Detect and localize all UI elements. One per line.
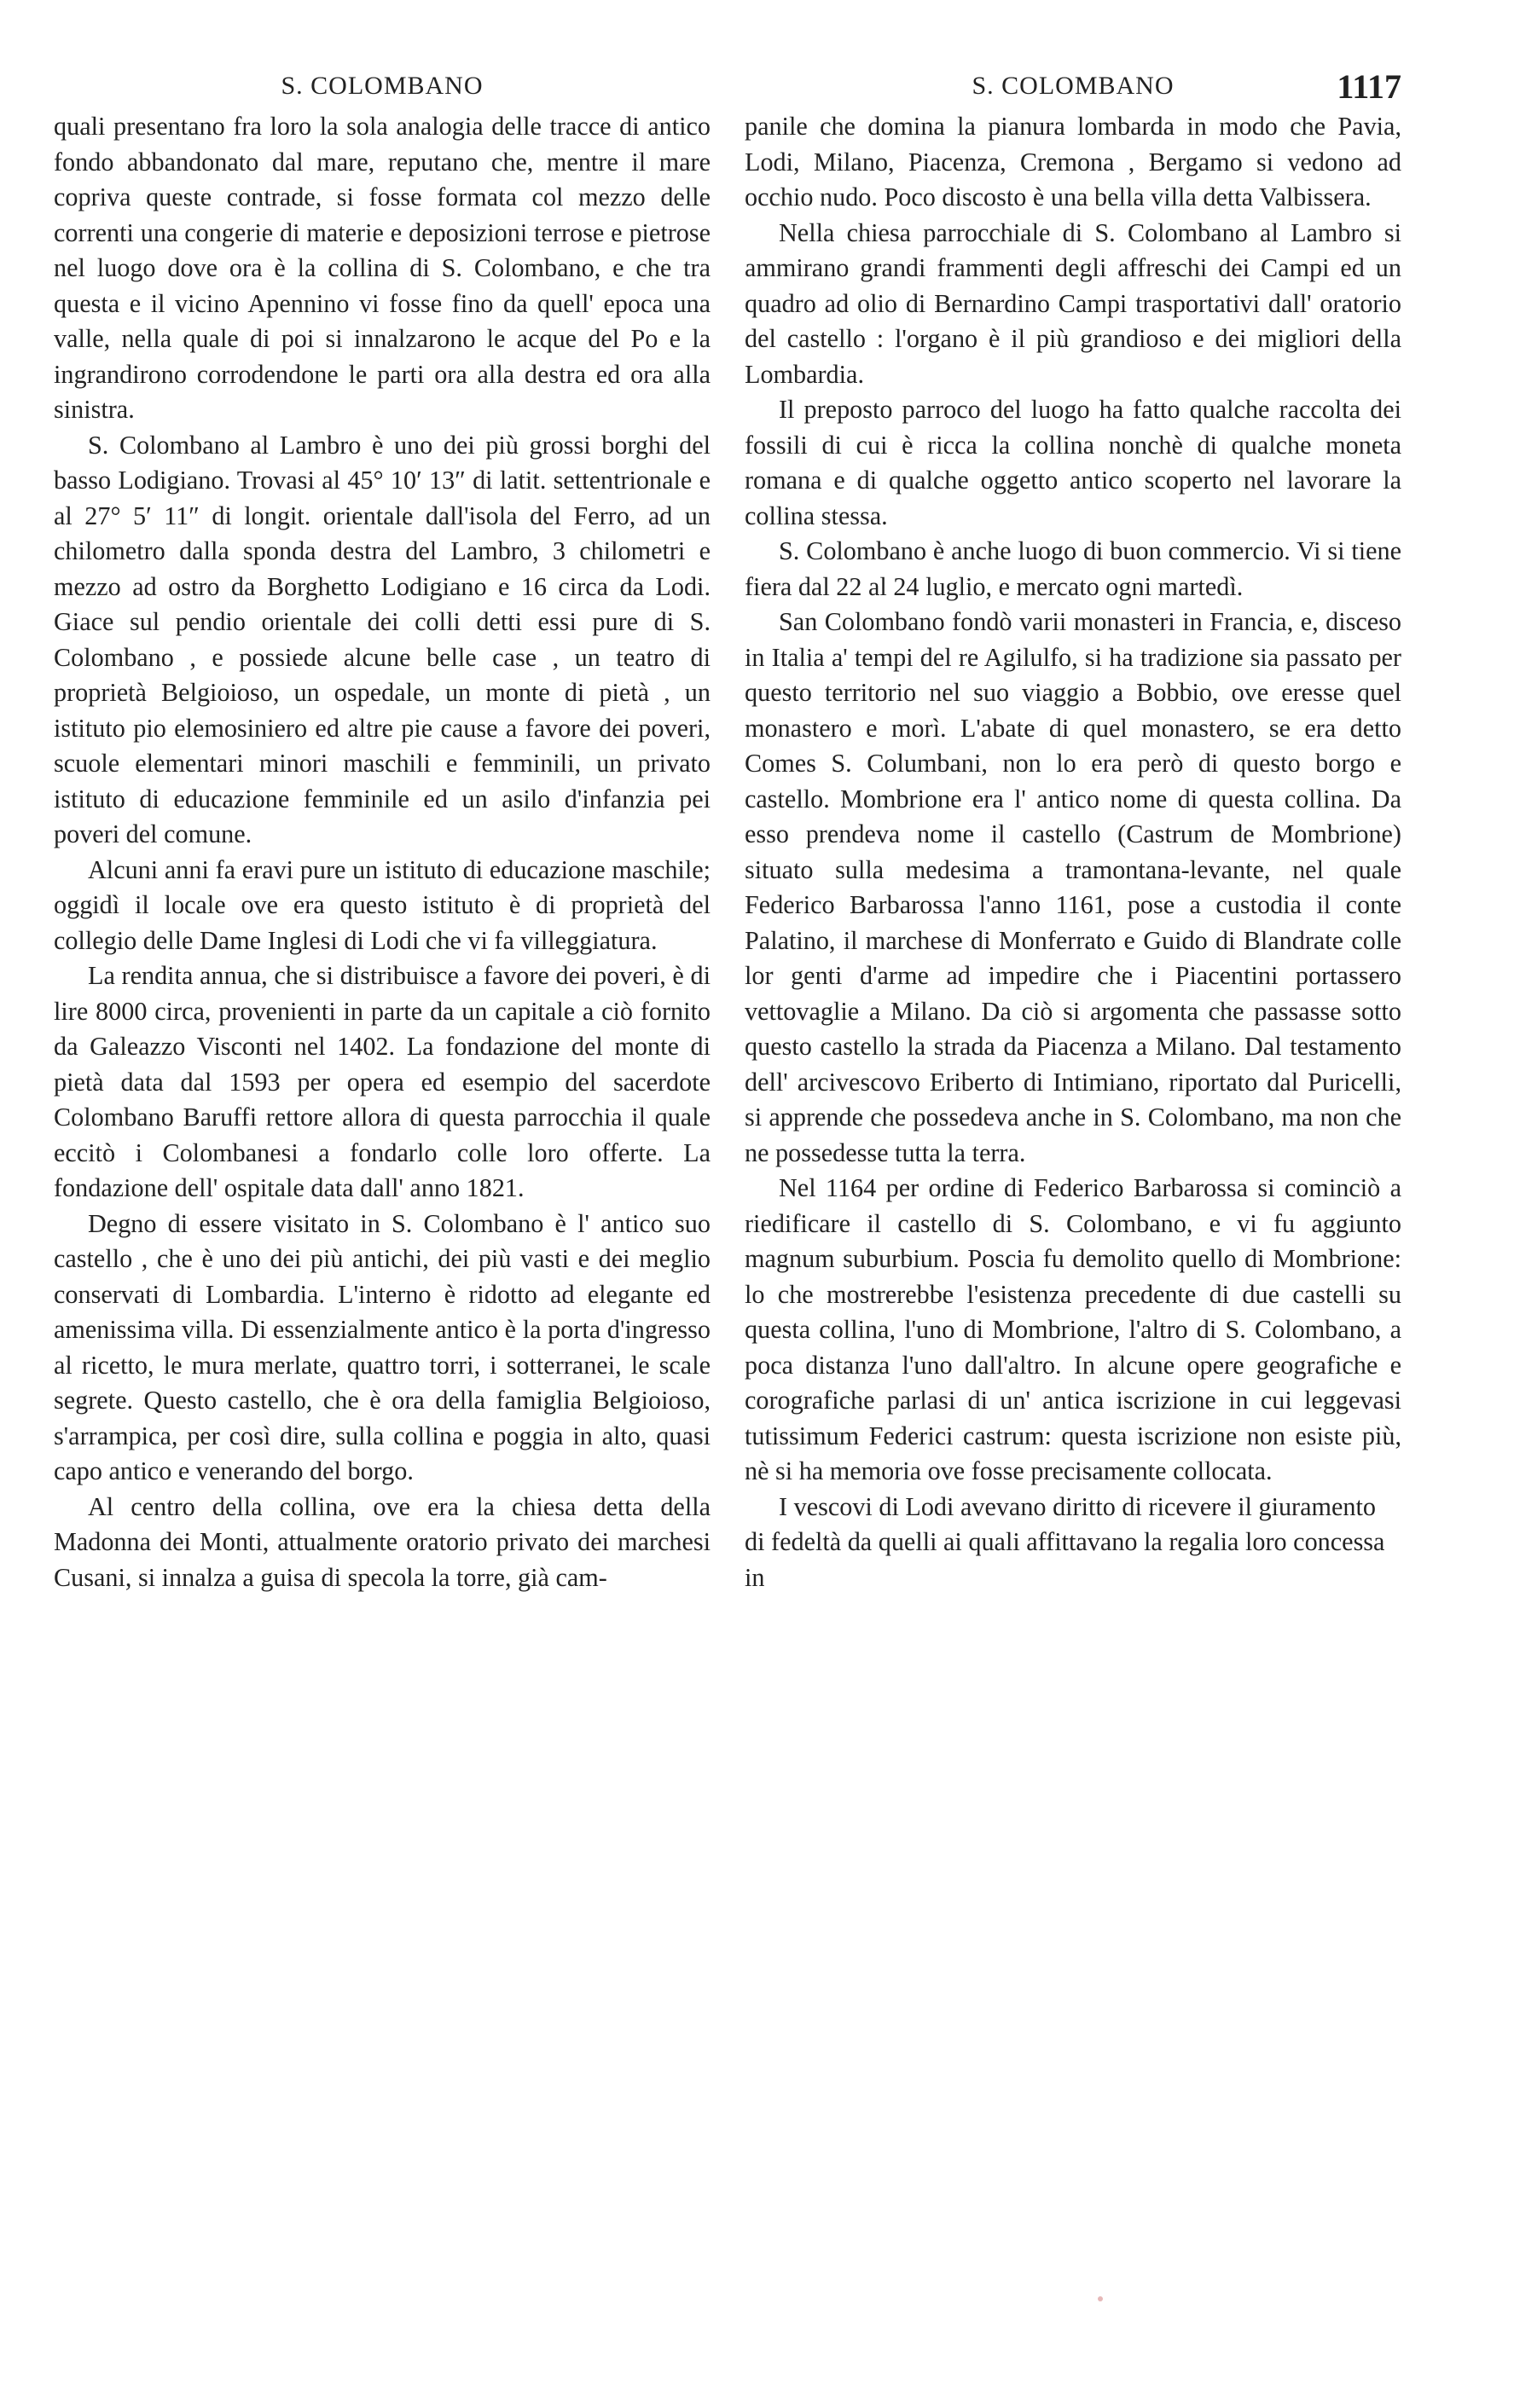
page-number: 1117: [1337, 67, 1401, 106]
paragraph: quali presentano fra loro la sola analogia delle tracce di antico fondo abbandonato dal mare, reputano che, mentre il mare copriva queste contrade, si fosse formata col mezzo delle correnti una congerie di materie e deposizioni terrose e pietrose nel luogo dove ora è la collina di S. Colombano, e che tra questa e il vicino Apennino vi fosse fino da quell' epoca una valle, nella quale di poi si innalzarono le acque del Po e la ingrandirono corrodendone le parti ora alla destra ed ora alla sinistra.: [54, 112, 711, 424]
ink-speck: [1098, 2296, 1103, 2301]
left-running-title: S. COLOMBANO: [281, 72, 484, 100]
left-column-text: [54, 109, 711, 1595]
paragraph: La rendita annua, che si distribuisce a favore dei poveri, è di lire 8000 circa, provenienti in parte da un capitale a ciò fornito da Galeazzo Visconti nel 1402. La fondazione del monte di pietà data dal 1593 per opera ed esempio del sacerdote Colombano Baruffi rettore allora di questa parrocchia il quale eccitò i Colombanesi a fondarlo colle loro offerte. La fondazione dell' ospitale data dall' anno 1821.: [54, 961, 711, 1202]
paragraph: Alcuni anni fa eravi pure un istituto di educazione maschile; oggidì il locale ove era questo istituto è di proprietà del collegio delle Dame Inglesi di Lodi che vi fa villeggiatura.: [54, 854, 711, 955]
paragraph: S. Colombano al Lambro è uno dei più grossi borghi del basso Lodigiano. Trovasi al 45° 10′ 13″ di latit. settentrionale e al 27° 5′ 11″ di longit. orientale dall'isola del Ferro, ad un chilometro dalla sponda destra del Lambro, 3 chilometri e mezzo ad ostro da Borghetto Lodigiano e 16 circa da Lodi. Giace sul pendio orientale dei colli detti essi pure di S. Colombano , e possiede alcune belle case , un teatro di proprietà Belgioioso, un ospedale, un monte di pietà , un istituto pio elemosiniero ed altre pie cause a favore dei poveri, scuole elementari minori maschili e femminili, un privato istituto di educazione femminile ed un asilo d'infanzia pei poveri del comune.: [54, 430, 711, 848]
right-column-text: [745, 109, 1401, 1595]
right-page-header: [745, 67, 1401, 111]
right-running-title: S. COLOMBANO: [972, 72, 1175, 100]
paragraph: S. Colombano è anche luogo di buon commercio. Vi si tiene fiera dal 22 al 24 luglio, e mercato ogni martedì.: [745, 536, 1401, 601]
paragraph: Degno di essere visitato in S. Colombano è l' antico suo castello , che è uno dei più antichi, dei più vasti e dei meglio conservati di Lombardia. L'interno è ridotto ad elegante ed amenissima villa. Di essenzialmente antico è la porta d'ingresso al ricetto, le mura merlate, quattro torri, i sotterranei, le scale segrete. Questo castello, che è ora della famiglia Belgioioso, s'arrampica, per così dire, sulla collina e poggia in alto, quasi capo antico e venerando del borgo.: [54, 1208, 711, 1485]
paragraph: Il preposto parroco del luogo ha fatto qualche raccolta dei fossili di cui è ricca la collina nonchè di qualche moneta romana e di qualche oggetto antico scoperto nel lavorare la collina stessa.: [745, 395, 1401, 530]
paragraph: San Colombano fondò varii monasteri in Francia, e, disceso in Italia a' tempi del re Agilulfo, si ha tradizione sia passato per questo territorio nel suo viaggio a Bobbio, ove eresse quel monastero e morì. L'abate di quel monastero, se era detto Comes S. Columbani, non lo era però di questo borgo e castello. Mombrione era l' antico nome di questa collina. Da esso prendeva nome il castello (Castrum de Mombrione) situato sulla medesima a tramontana-levante, nel quale Federico Barbarossa l'anno 1161, pose a custodia il conte Palatino, il marchese di Monferrato e Guido di Blandrate colle lor genti d'arme ad impedire che i Piacentini portassero vettovaglie a Milano. Da ciò si argomenta che passasse sotto questo castello la strada da Piacenza a Milano. Dal testamento dell' arcivescovo Eriberto di Intimiano, riportato dal Puricelli, si apprende che possedeva anche in S. Colombano, ma non che ne possedesse tutta la terra.: [745, 607, 1401, 1167]
left-page-header: [54, 72, 711, 111]
paragraph: Nella chiesa parrocchiale di S. Colombano al Lambro si ammirano grandi frammenti degli affreschi dei Campi ed un quadro ad olio di Bernardino Campi trasportativi dall' oratorio del castello : l'organo è il più grandioso e dei migliori della Lombardia.: [745, 217, 1401, 389]
paragraph: Al centro della collina, ove era la chiesa detta della Madonna dei Monti, attualmente oratorio privato dei marchesi Cusani, si innalza a guisa di specola la torre, già cam-: [54, 1491, 711, 1592]
paragraph: I vescovi di Lodi avevano diritto di ricevere il giuramento di fedeltà da quelli ai quali affittavano la regalia loro concessa in: [745, 1491, 1385, 1592]
paragraph: panile che domina la pianura lombarda in modo che Pavia, Lodi, Milano, Piacenza, Cremona , Bergamo si vedono ad occhio nudo. Poco discosto è una bella villa detta Valbissera.: [745, 112, 1401, 211]
paragraph: Nel 1164 per ordine di Federico Barbarossa si cominciò a riedificare il castello di S. Colombano, e vi fu aggiunto magnum suburbium. Poscia fu demolito quello di Mombrione: lo che mostrerebbe l'esistenza precedente di due castelli su questa collina, l'uno di Mombrione, l'altro di S. Colombano, a poca distanza l'uno dall'altro. In alcune opere geografiche e corografiche parlasi di un' antica iscrizione in cui leggevasi tutissimum Federici castrum: questa iscrizione non esiste più, nè si ha memoria ove fosse precisamente collocata.: [745, 1173, 1401, 1485]
